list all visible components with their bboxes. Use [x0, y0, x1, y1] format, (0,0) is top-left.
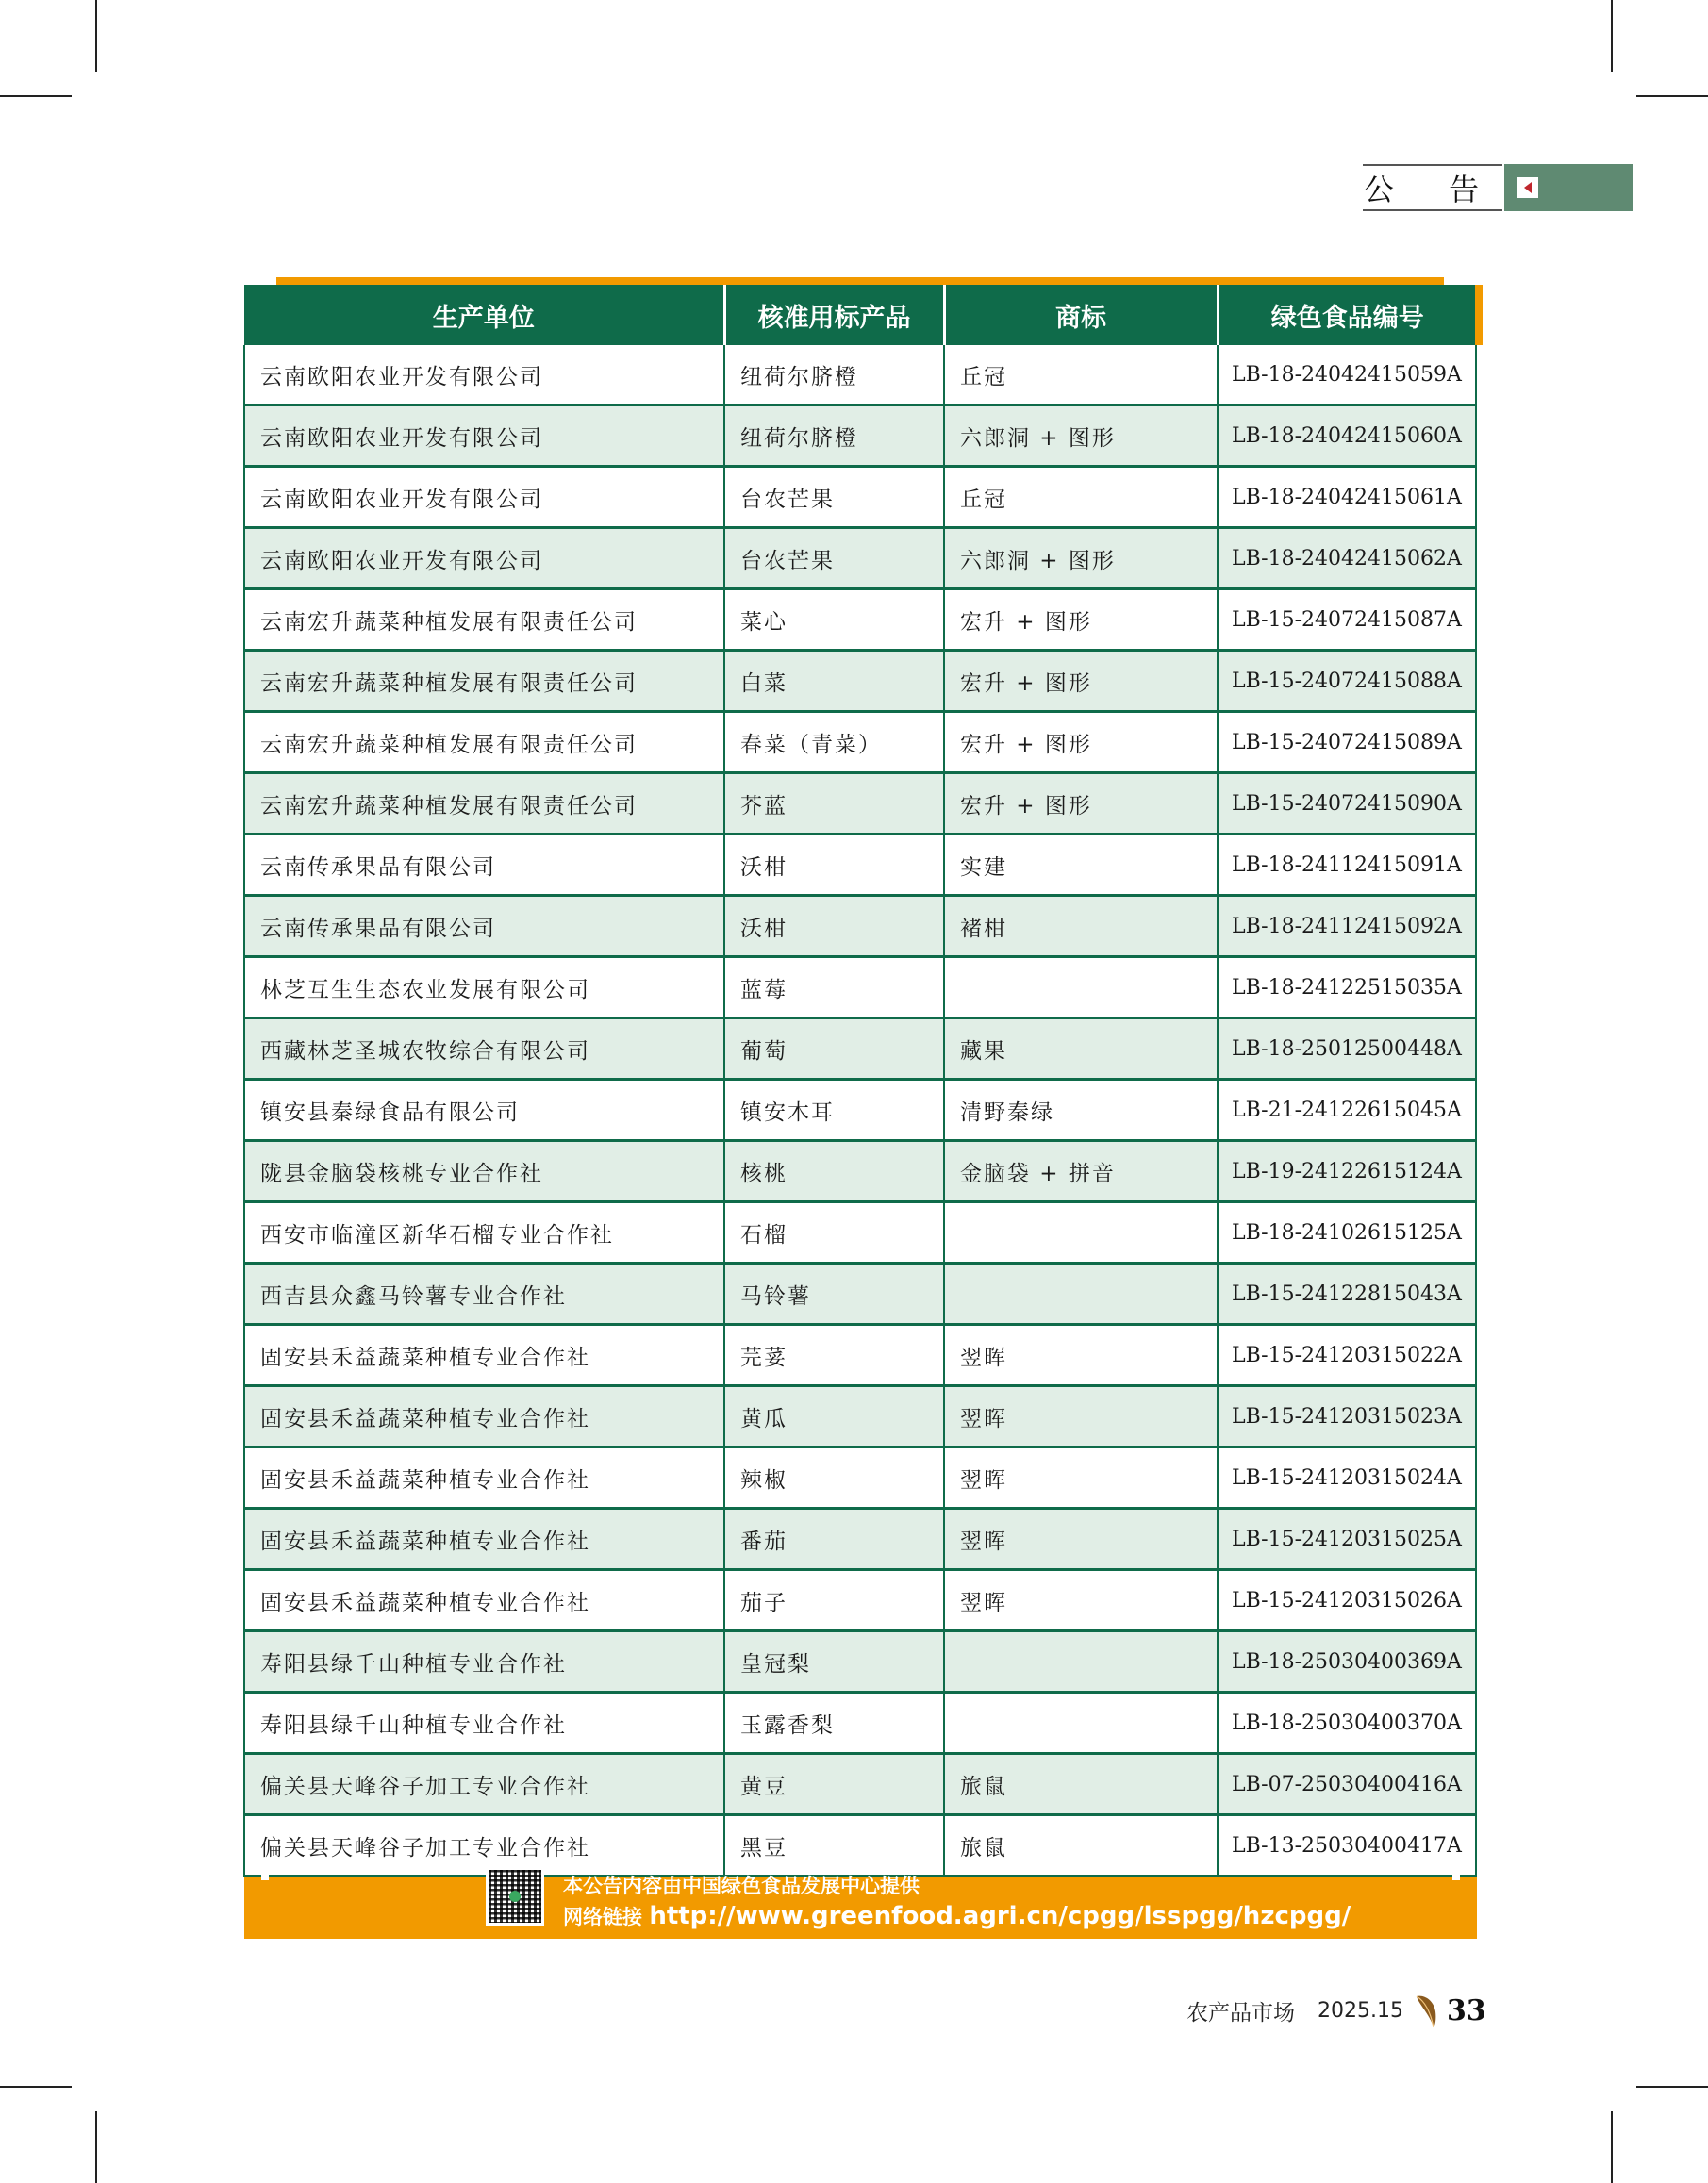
product-cell: 黄瓜 — [724, 1386, 944, 1447]
code-cell: LB-15-24120315024A — [1218, 1447, 1476, 1509]
producer-cell: 云南宏升蔬菜种植发展有限责任公司 — [244, 589, 724, 651]
table-row — [244, 1815, 1476, 1877]
table-row — [244, 773, 1476, 835]
header-product: 核准用标产品 — [724, 285, 944, 345]
producer-cell: 云南传承果品有限公司 — [244, 896, 724, 957]
banner-text — [563, 1871, 1351, 1932]
header-producer: 生产单位 — [244, 285, 724, 345]
product-cell: 葡萄 — [724, 1018, 944, 1080]
product-cell: 番茄 — [724, 1509, 944, 1570]
product-cell: 芫荽 — [724, 1325, 944, 1386]
code-cell: LB-19-24122615124A — [1218, 1141, 1476, 1202]
product-cell: 石榴 — [724, 1202, 944, 1264]
trademark-cell: 旅鼠 — [944, 1815, 1218, 1877]
product-cell: 台农芒果 — [724, 467, 944, 528]
producer-cell: 西吉县众鑫马铃薯专业合作社 — [244, 1264, 724, 1325]
table-row — [244, 1754, 1476, 1815]
announcement-table-wrap — [243, 285, 1475, 1877]
producer-cell: 固安县禾益蔬菜种植专业合作社 — [244, 1386, 724, 1447]
producer-cell: 云南欧阳农业开发有限公司 — [244, 467, 724, 528]
table-row — [244, 1631, 1476, 1693]
product-cell: 蓝莓 — [724, 957, 944, 1018]
table-row — [244, 1141, 1476, 1202]
trademark-cell: 清野秦绿 — [944, 1080, 1218, 1141]
producer-cell: 云南欧阳农业开发有限公司 — [244, 405, 724, 467]
product-cell: 核桃 — [724, 1141, 944, 1202]
table-row — [244, 1693, 1476, 1754]
product-cell: 沃柑 — [724, 835, 944, 896]
product-cell: 春菜（青菜） — [724, 712, 944, 773]
crop-mark — [95, 2111, 97, 2183]
code-cell: LB-15-24120315025A — [1218, 1509, 1476, 1570]
code-cell: LB-18-24042415062A — [1218, 528, 1476, 589]
table-row — [244, 957, 1476, 1018]
table-row — [244, 1570, 1476, 1631]
product-cell: 纽荷尔脐橙 — [724, 345, 944, 405]
header-code: 绿色食品编号 — [1218, 285, 1476, 345]
trademark-cell — [944, 1631, 1218, 1693]
table-row — [244, 1018, 1476, 1080]
code-cell: LB-15-24072415087A — [1218, 589, 1476, 651]
banner-decoration — [261, 1873, 269, 1880]
code-cell: LB-18-24042415059A — [1218, 345, 1476, 405]
product-cell: 镇安木耳 — [724, 1080, 944, 1141]
producer-cell: 云南欧阳农业开发有限公司 — [244, 345, 724, 405]
banner-link-line — [563, 1901, 1351, 1932]
code-cell: LB-13-25030400417A — [1218, 1815, 1476, 1877]
product-cell: 菜心 — [724, 589, 944, 651]
table-row — [244, 528, 1476, 589]
producer-cell: 林芝互生生态农业发展有限公司 — [244, 957, 724, 1018]
crop-mark — [0, 95, 72, 97]
producer-cell: 陇县金脑袋核桃专业合作社 — [244, 1141, 724, 1202]
product-cell: 台农芒果 — [724, 528, 944, 589]
banner-link-label: 网络链接 — [563, 1906, 642, 1928]
left-arrow-icon — [1517, 177, 1538, 198]
crop-mark — [1611, 0, 1613, 72]
code-cell: LB-18-24042415060A — [1218, 405, 1476, 467]
product-cell: 马铃薯 — [724, 1264, 944, 1325]
trademark-cell — [944, 1693, 1218, 1754]
producer-cell: 固安县禾益蔬菜种植专业合作社 — [244, 1447, 724, 1509]
producer-cell: 云南宏升蔬菜种植发展有限责任公司 — [244, 712, 724, 773]
producer-cell: 固安县禾益蔬菜种植专业合作社 — [244, 1570, 724, 1631]
product-cell: 玉露香梨 — [724, 1693, 944, 1754]
code-cell: LB-18-25030400370A — [1218, 1693, 1476, 1754]
crop-mark — [0, 2086, 72, 2088]
trademark-cell: 实建 — [944, 835, 1218, 896]
trademark-cell: 宏升 + 图形 — [944, 651, 1218, 712]
producer-cell: 西安市临潼区新华石榴专业合作社 — [244, 1202, 724, 1264]
trademark-cell: 丘冠 — [944, 345, 1218, 405]
product-cell: 芥蓝 — [724, 773, 944, 835]
table-header-row — [244, 285, 1476, 345]
trademark-cell: 翌晖 — [944, 1509, 1218, 1570]
product-cell: 皇冠梨 — [724, 1631, 944, 1693]
table-row — [244, 835, 1476, 896]
trademark-cell — [944, 1264, 1218, 1325]
table-row — [244, 651, 1476, 712]
product-cell: 纽荷尔脐橙 — [724, 405, 944, 467]
section-tab — [1363, 164, 1633, 211]
producer-cell: 云南宏升蔬菜种植发展有限责任公司 — [244, 651, 724, 712]
crop-mark — [1611, 2111, 1613, 2183]
code-cell: LB-18-25012500448A — [1218, 1018, 1476, 1080]
table-row — [244, 1264, 1476, 1325]
page-footer — [1186, 1992, 1486, 2029]
trademark-cell: 六郎洞 + 图形 — [944, 528, 1218, 589]
producer-cell: 镇安县秦绿食品有限公司 — [244, 1080, 724, 1141]
producer-cell: 云南传承果品有限公司 — [244, 835, 724, 896]
code-cell: LB-15-24122815043A — [1218, 1264, 1476, 1325]
banner-source-line: 本公告内容由中国绿色食品发展中心提供 — [563, 1875, 920, 1897]
table-row — [244, 712, 1476, 773]
qr-code-icon — [486, 1867, 544, 1926]
code-cell: LB-07-25030400416A — [1218, 1754, 1476, 1815]
trademark-cell: 丘冠 — [944, 467, 1218, 528]
announcement-table — [243, 285, 1477, 1877]
trademark-cell: 翌晖 — [944, 1325, 1218, 1386]
table-row — [244, 1080, 1476, 1141]
producer-cell: 云南欧阳农业开发有限公司 — [244, 528, 724, 589]
table-row — [244, 1202, 1476, 1264]
trademark-cell: 翌晖 — [944, 1570, 1218, 1631]
producer-cell: 西藏林芝圣城农牧综合有限公司 — [244, 1018, 724, 1080]
producer-cell: 偏关县天峰谷子加工专业合作社 — [244, 1754, 724, 1815]
code-cell: LB-21-24122615045A — [1218, 1080, 1476, 1141]
code-cell: LB-15-24120315026A — [1218, 1570, 1476, 1631]
code-cell: LB-18-25030400369A — [1218, 1631, 1476, 1693]
table-top-accent — [276, 277, 1444, 285]
crop-mark — [95, 0, 97, 72]
crop-mark — [1636, 2086, 1708, 2088]
banner-url-link[interactable]: http://www.greenfood.agri.cn/cpgg/lsspgg/hzcpgg/ — [649, 1902, 1351, 1930]
trademark-cell: 翌晖 — [944, 1386, 1218, 1447]
code-cell: LB-15-24120315022A — [1218, 1325, 1476, 1386]
trademark-cell: 翌晖 — [944, 1447, 1218, 1509]
producer-cell: 固安县禾益蔬菜种植专业合作社 — [244, 1325, 724, 1386]
crop-mark — [1636, 95, 1708, 97]
producer-cell: 云南宏升蔬菜种植发展有限责任公司 — [244, 773, 724, 835]
table-row — [244, 896, 1476, 957]
issue-number: 2025.15 — [1318, 1998, 1403, 2023]
table-row — [244, 589, 1476, 651]
table-row — [244, 1325, 1476, 1386]
source-banner — [244, 1877, 1477, 1939]
trademark-cell: 金脑袋 + 拼音 — [944, 1141, 1218, 1202]
producer-cell: 寿阳县绿千山种植专业合作社 — [244, 1631, 724, 1693]
table-row — [244, 345, 1476, 405]
producer-cell: 偏关县天峰谷子加工专业合作社 — [244, 1815, 724, 1877]
trademark-cell: 藏果 — [944, 1018, 1218, 1080]
trademark-cell: 六郎洞 + 图形 — [944, 405, 1218, 467]
code-cell: LB-15-24072415089A — [1218, 712, 1476, 773]
trademark-cell: 宏升 + 图形 — [944, 589, 1218, 651]
trademark-cell: 宏升 + 图形 — [944, 773, 1218, 835]
magazine-name: 农产品市场 — [1186, 2000, 1295, 2026]
producer-cell: 寿阳县绿千山种植专业合作社 — [244, 1693, 724, 1754]
page-number: 33 — [1446, 1993, 1486, 2027]
header-trademark: 商标 — [944, 285, 1218, 345]
section-title: 公 告 — [1363, 164, 1502, 211]
producer-cell: 固安县禾益蔬菜种植专业合作社 — [244, 1509, 724, 1570]
code-cell: LB-18-24112415091A — [1218, 835, 1476, 896]
code-cell: LB-18-24112415092A — [1218, 896, 1476, 957]
product-cell: 辣椒 — [724, 1447, 944, 1509]
product-cell: 黑豆 — [724, 1815, 944, 1877]
trademark-cell: 褚柑 — [944, 896, 1218, 957]
product-cell: 茄子 — [724, 1570, 944, 1631]
code-cell: LB-15-24120315023A — [1218, 1386, 1476, 1447]
code-cell: LB-18-24102615125A — [1218, 1202, 1476, 1264]
table-row — [244, 1447, 1476, 1509]
code-cell: LB-18-24042415061A — [1218, 467, 1476, 528]
product-cell: 黄豆 — [724, 1754, 944, 1815]
code-cell: LB-18-24122515035A — [1218, 957, 1476, 1018]
product-cell: 白菜 — [724, 651, 944, 712]
trademark-cell — [944, 1202, 1218, 1264]
code-cell: LB-15-24072415090A — [1218, 773, 1476, 835]
leaf-icon — [1415, 1993, 1439, 2028]
trademark-cell — [944, 957, 1218, 1018]
table-side-accent — [1475, 285, 1483, 345]
table-row — [244, 467, 1476, 528]
code-cell: LB-15-24072415088A — [1218, 651, 1476, 712]
table-row — [244, 1386, 1476, 1447]
trademark-cell: 旅鼠 — [944, 1754, 1218, 1815]
banner-decoration — [1452, 1873, 1460, 1880]
table-row — [244, 405, 1476, 467]
trademark-cell: 宏升 + 图形 — [944, 712, 1218, 773]
table-row — [244, 1509, 1476, 1570]
product-cell: 沃柑 — [724, 896, 944, 957]
